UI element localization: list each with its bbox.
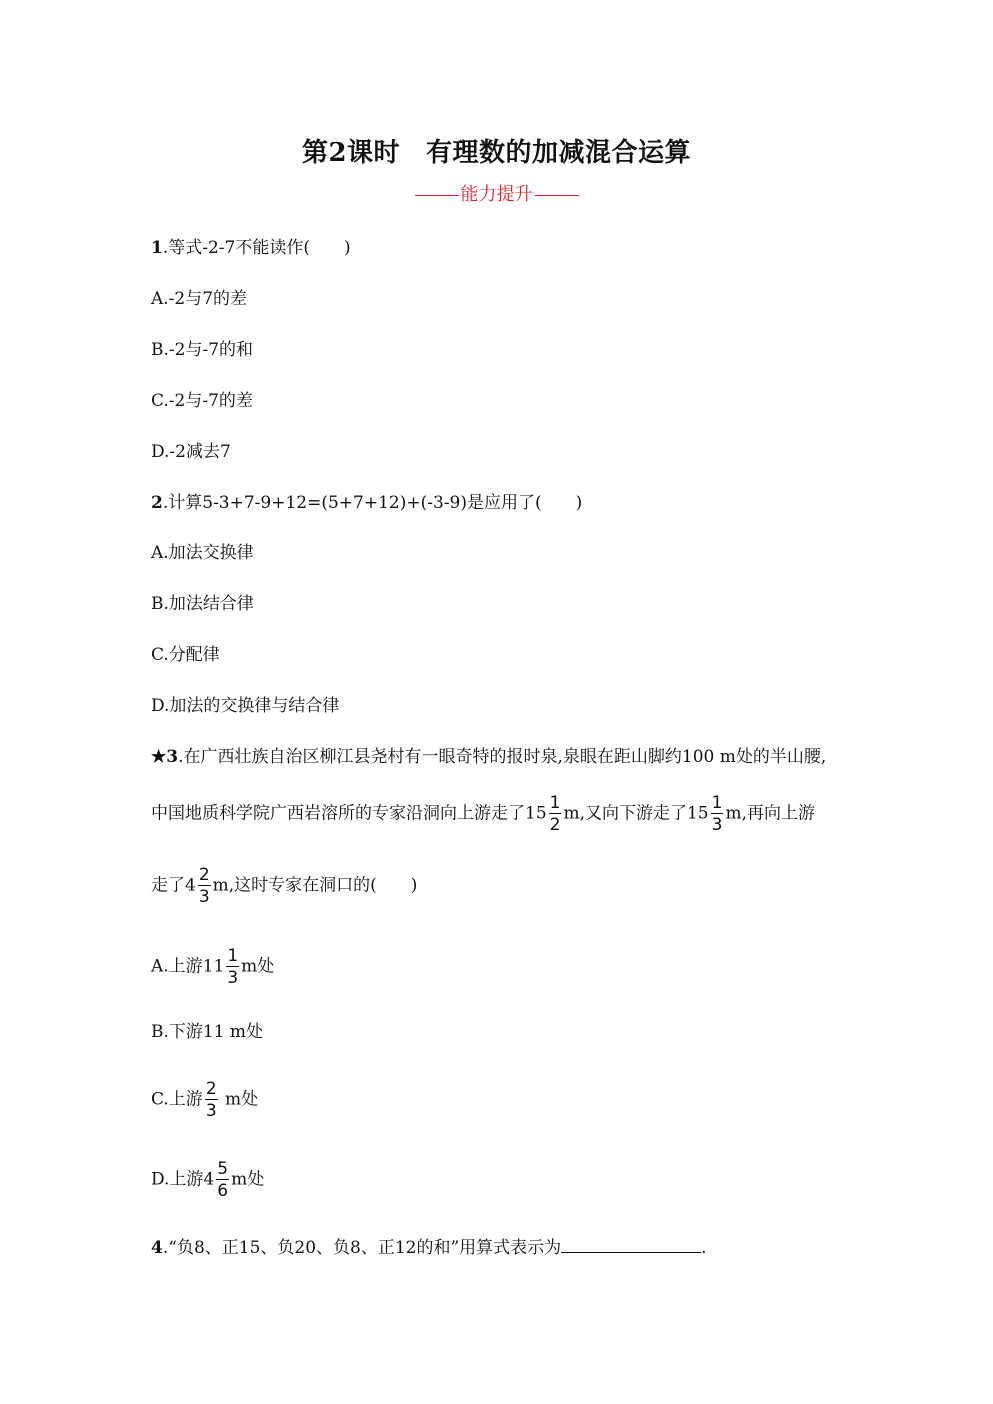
question-3-option-a: A.上游11 $\frac{1}{3}$ m处 [151,946,275,988]
question-2-stem: 2.计算5-3+7-9+12=(5+7+12)+(-3-9)是应用了( ) [151,493,583,513]
fraction: $\frac{2}{3}$ [205,1079,217,1121]
question-3-option-d: D.上游4 $\frac{5}{6}$ m处 [151,1159,265,1201]
question-1-stem: 1.等式-2-7不能读作( ) [151,238,351,258]
question-2-option-d: D.加法的交换律与结合律 [151,696,340,716]
question-3-stem-line2: 中国地质科学院广西岩溶所的专家沿洞向上游走了15 $\frac{1}{2}$ m,又向下游走了15 $\frac{1}{3}$ m,再向上游 [151,793,815,835]
fraction: $\frac{1}{3}$ [711,793,723,835]
question-1-option-a: A.-2与7的差 [151,289,248,309]
question-2-option-c: C.分配律 [151,645,220,665]
question-3-stem-line1: ★3.在广西壮族自治区柳江县尧村有一眼奇特的报时泉,泉眼在距山脚约100 m处的半山腰, [151,747,827,767]
fraction: $\frac{1}{3}$ [227,946,239,988]
page-title: 第2课时 有理数的加减混合运算 [301,138,692,168]
question-3-option-b: B.下游11 m处 [151,1022,264,1042]
fraction: $\frac{1}{2}$ [549,793,561,835]
section-subtitle: 能力提升 [0,180,993,206]
question-1-option-d: D.-2减去7 [151,442,231,462]
fraction: $\frac{2}{3}$ [198,865,210,907]
question-2-option-a: A.加法交换律 [151,543,254,563]
question-1-option-c: C.-2与-7的差 [151,391,253,411]
question-2-option-b: B.加法结合律 [151,594,254,614]
fraction: $\frac{5}{6}$ [217,1159,229,1201]
question-3-stem-line3: 走了4 $\frac{2}{3}$ m,这时专家在洞口的( ) [151,865,418,907]
divider [415,195,459,196]
answer-blank[interactable] [561,1234,701,1253]
question-4-stem: 4.“负8、正15、负20、负8、正12的和”用算式表示为 . [151,1234,707,1260]
question-3-option-c: C.上游 $\frac{2}{3}$ m处 [151,1079,259,1121]
question-1-option-b: B.-2与-7的和 [151,340,254,360]
divider [535,195,579,196]
